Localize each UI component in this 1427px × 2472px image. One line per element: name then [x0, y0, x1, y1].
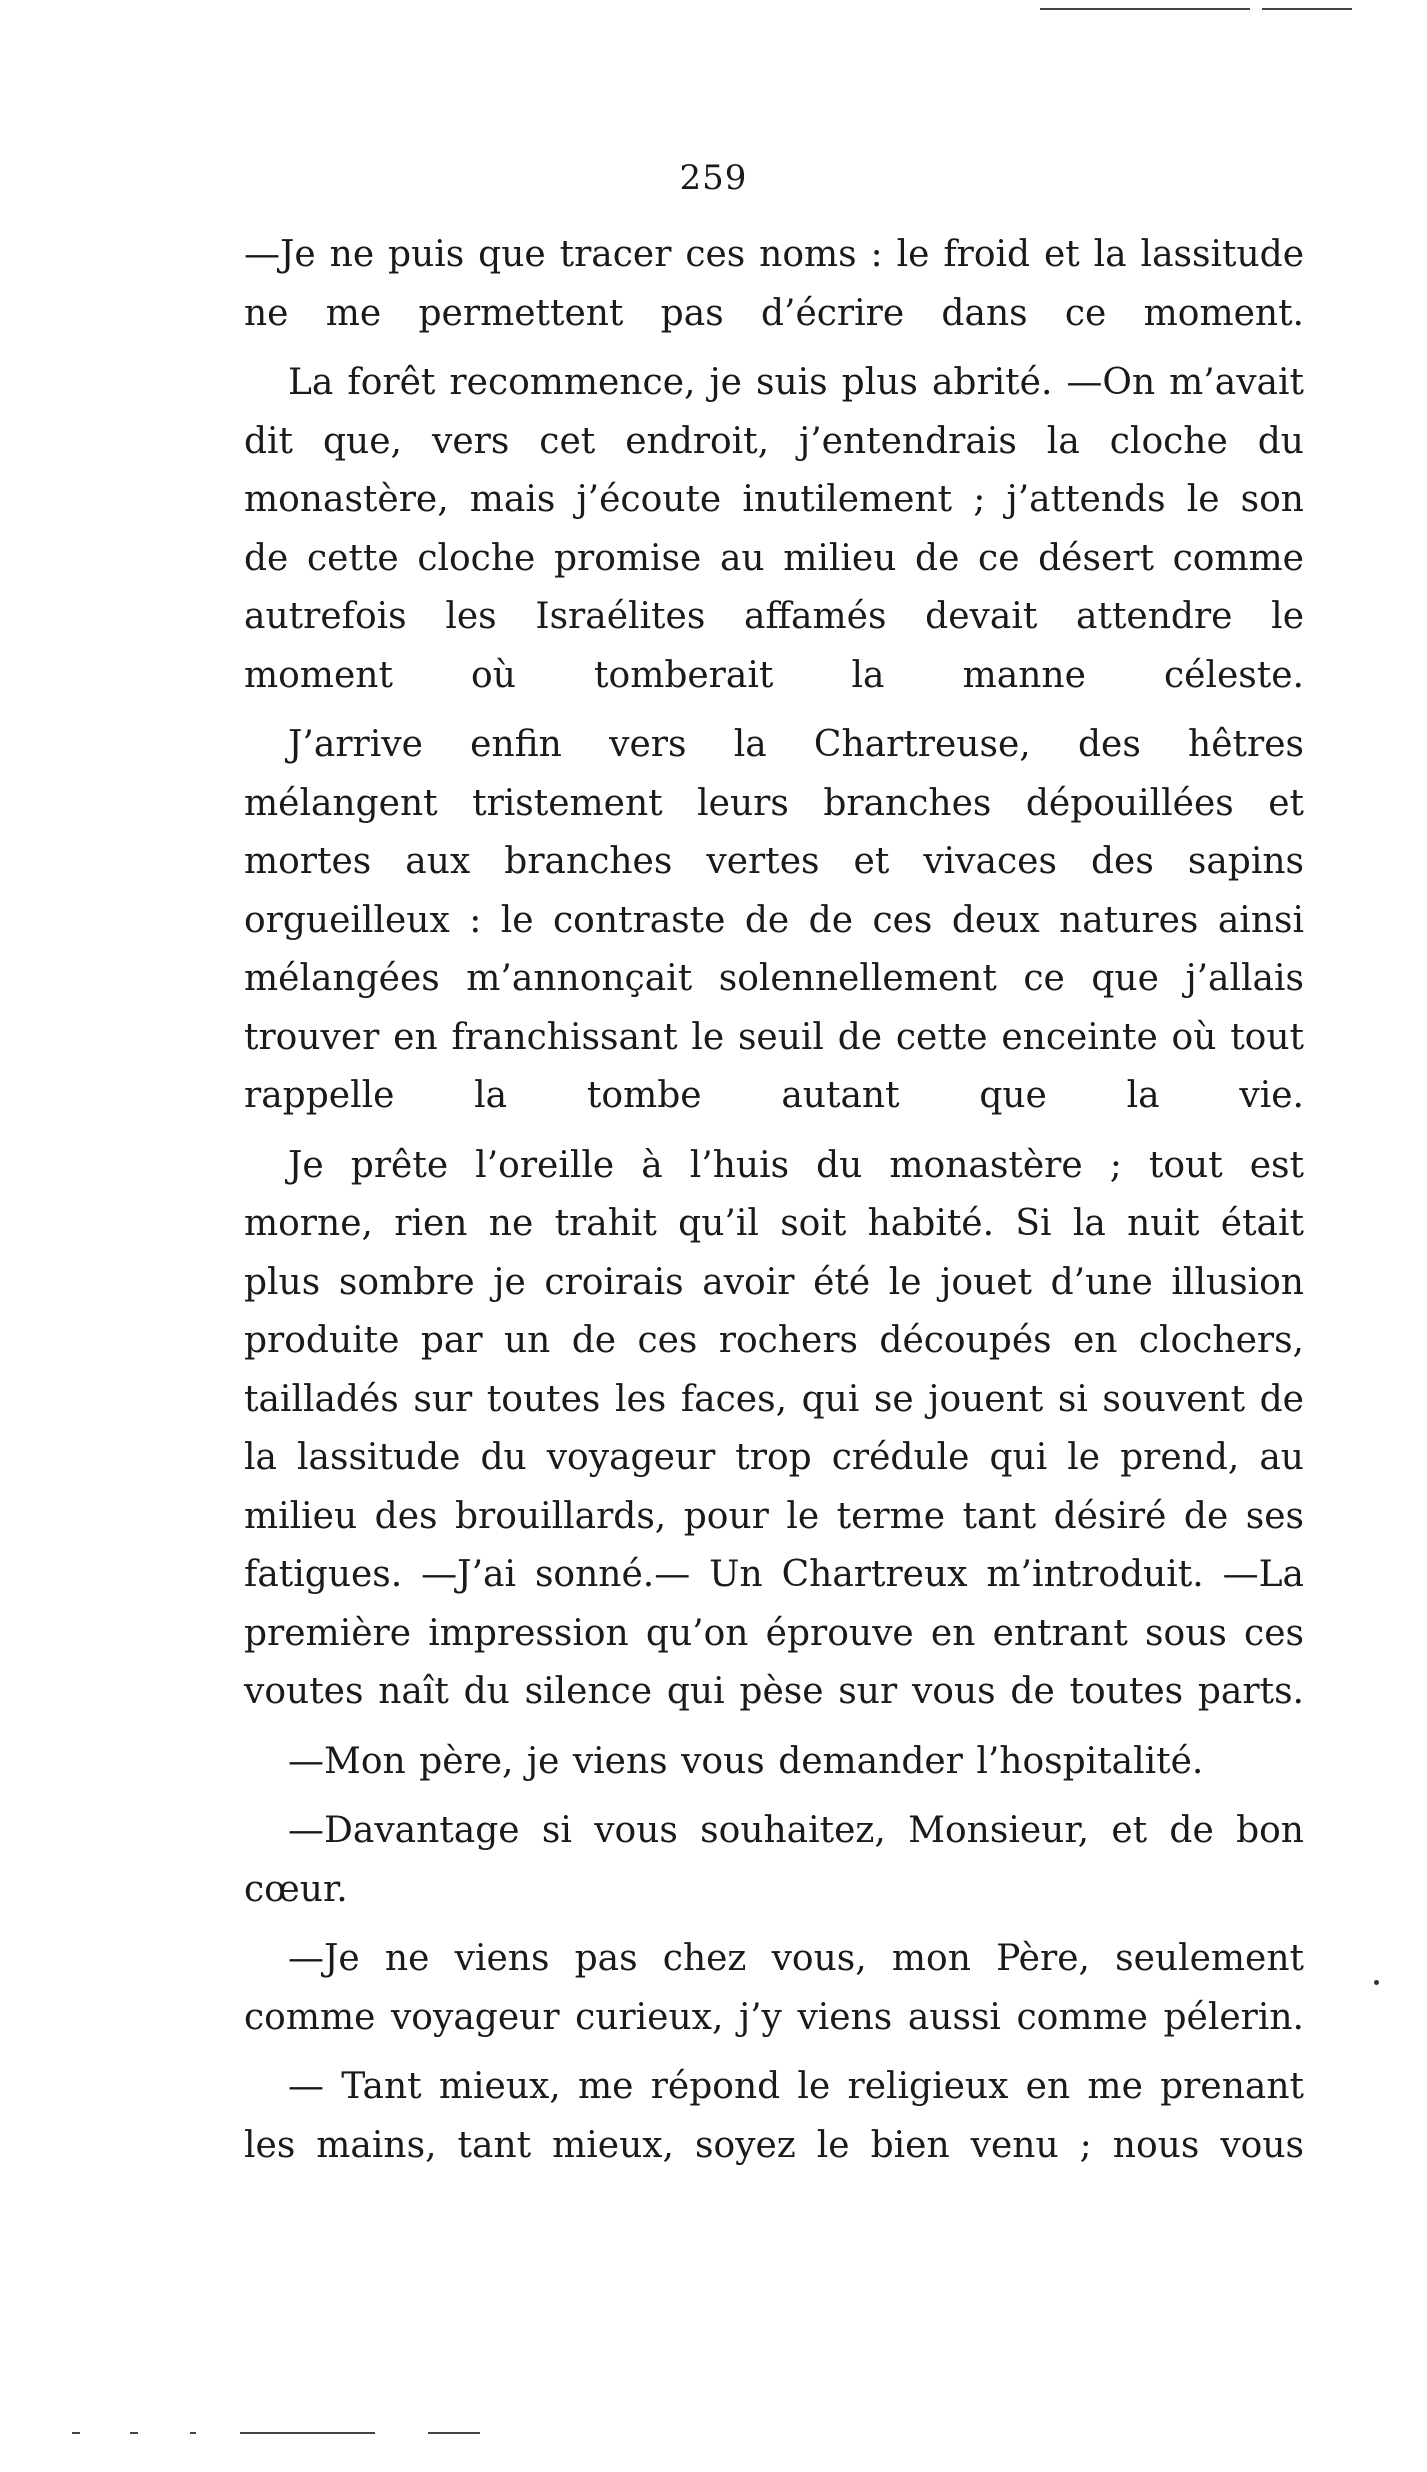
paragraph-1: —Je ne puis que tracer ces noms : le froid et la lassitude ne me permettent pas d’écrire dans ce moment.	[244, 234, 1304, 334]
bottom-rule-3	[190, 2432, 196, 2434]
bottom-rule-1	[72, 2432, 80, 2434]
page-body	[244, 226, 1304, 2186]
page-number: 259	[679, 158, 748, 198]
bottom-rule-4	[240, 2432, 375, 2434]
bottom-rule-5	[428, 2432, 480, 2434]
paragraph-3: J’arrive enfin vers la Chartreuse, des hêtres mélangent tristement leurs branches dépouillées et mortes aux branches vertes et vivaces des sapins orgueilleux : le contraste de de ces deux natures ainsi mélangées m’annonçait solennellement ce que j’allais trouver en franchissant le seuil de cette enceinte où tout rappelle la tombe autant que la vie.	[244, 724, 1304, 1116]
paragraph-5: —Mon père, je viens vous demander l’hospitalité.	[288, 1740, 1204, 1782]
paragraph-7: —Je ne viens pas chez vous, mon Père, seulement comme voyageur curieux, j’y viens aussi comme pélerin.	[244, 1938, 1304, 2038]
bottom-rule-2	[130, 2432, 138, 2434]
paragraph-2: La forêt recommence, je suis plus abrité. —On m’avait dit que, vers cet endroit, j’entendrais la cloche du monastère, mais j’écoute inutilement ; j’attends le son de cette cloche promise au milieu de ce désert comme autrefois les Israélites affamés devait attendre le moment où tomberait la manne céleste.	[244, 362, 1304, 696]
top-rule-right	[1262, 8, 1352, 10]
top-rule-left	[1040, 8, 1250, 10]
ink-speck	[1374, 1980, 1379, 1985]
paragraph-4: Je prête l’oreille à l’huis du monastère ; tout est morne, rien ne trahit qu’il soit habité. Si la nuit était plus sombre je croirais avoir été le jouet d’une illusion produite par un de ces rochers découpés en clochers, tailladés sur toutes les faces, qui se jouent si souvent de la lassitude du voyageur trop crédule qui le prend, au milieu des brouillards, pour le terme tant désiré de ses fatigues. —J’ai sonné.— Un Chartreux m’introduit. —La première impression qu’on éprouve en entrant sous ces voutes naît du silence qui pèse sur vous de toutes parts.	[244, 1144, 1304, 1712]
paragraph-6: —Davantage si vous souhaitez, Monsieur, et de bon cœur.	[244, 1810, 1304, 1910]
paragraph-8: — Tant mieux, me répond le religieux en me prenant les mains, tant mieux, soyez le bien venu ; nous vous	[244, 2066, 1304, 2166]
